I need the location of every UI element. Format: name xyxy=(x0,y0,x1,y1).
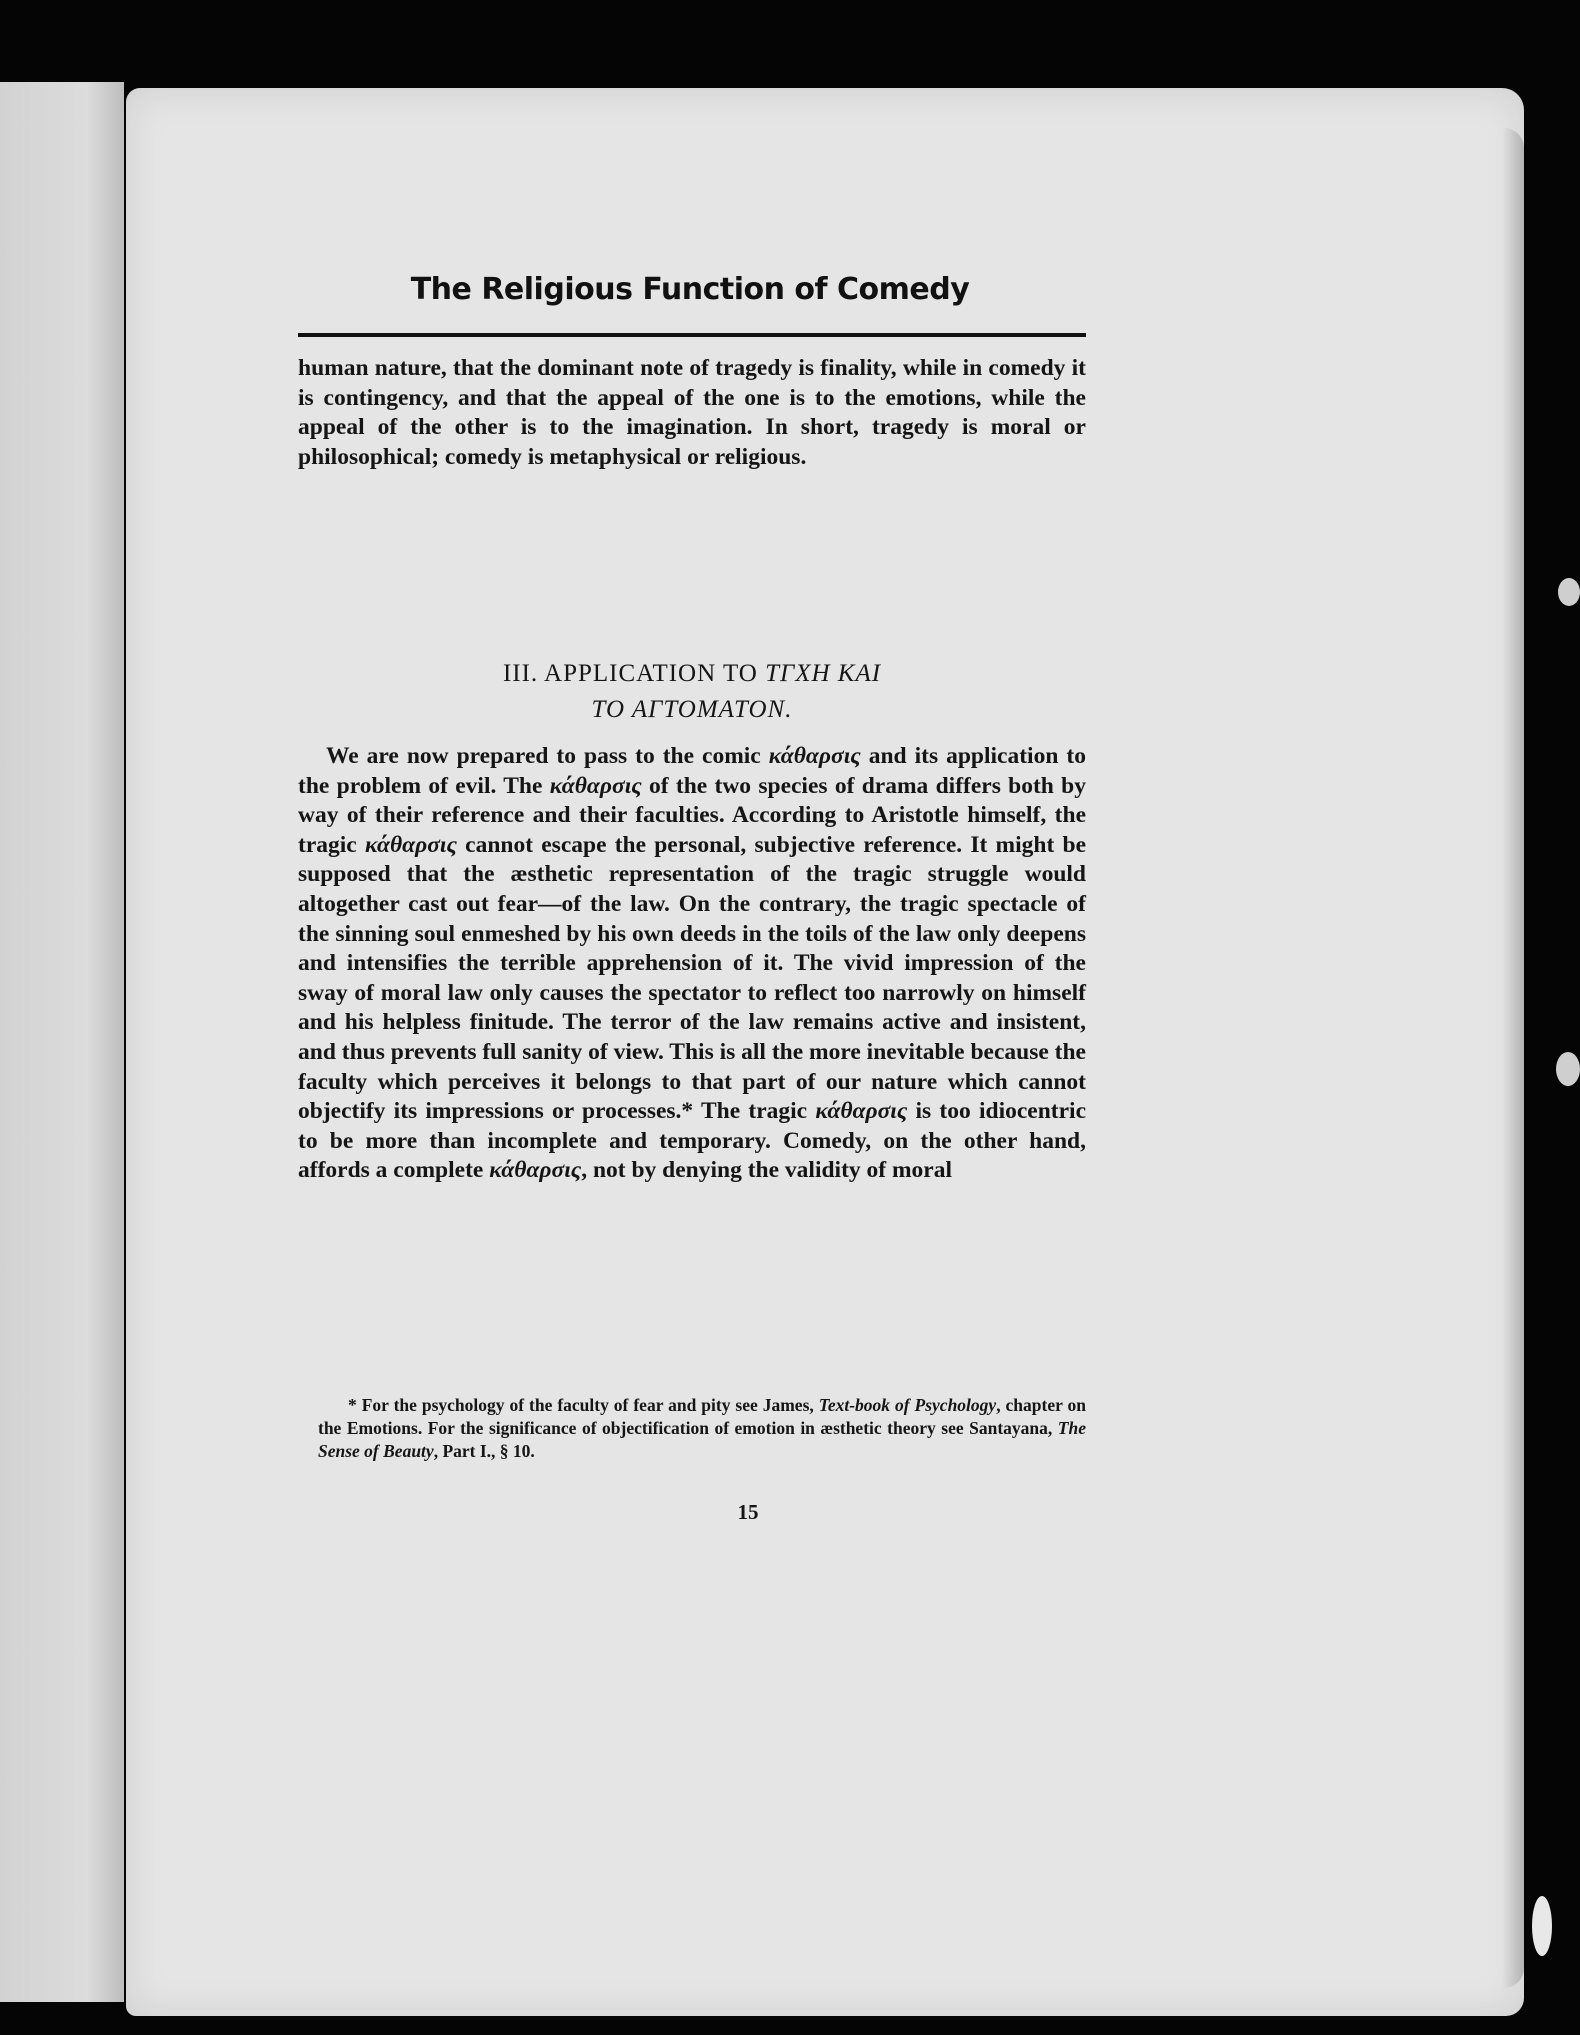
text-run: , not by denying the validity of moral xyxy=(581,1157,953,1184)
greek-word: κάθαρσις xyxy=(815,1098,908,1125)
footnote xyxy=(318,1394,1086,1463)
section-heading-prefix: III. APPLICATION TO xyxy=(502,660,766,687)
footnote-title: The Sense of Beauty xyxy=(318,1418,1086,1461)
section-heading xyxy=(298,656,1086,728)
section-heading-greek: TΓXH KAI xyxy=(765,660,882,687)
facing-page-edge xyxy=(0,82,124,2002)
greek-word: κάθαρσις xyxy=(489,1157,582,1184)
greek-word: κάθαρσις xyxy=(364,831,457,858)
greek-word: κάθαρσις xyxy=(768,743,861,769)
footnote-text: * For the psychology of the faculty of fear and pity see James, xyxy=(348,1395,819,1415)
footnote-title: Text-book of Psychology xyxy=(818,1395,997,1415)
page-number: 15 xyxy=(737,1500,759,1524)
paragraph-continued: human nature, that the dominant note of tragedy is finality, while in comedy it is contingency, and that the appeal of the one is to the emotions, while the appeal of the other is to the imagination. In short, tragedy is moral or philosophical; comedy is metaphysical or religious. xyxy=(298,355,1086,470)
text-run: cannot escape the personal, subjective reference. It might be supposed that the æsthetic representation of the tragic struggle would altogether cast out fear—of the law. On the contrary, the tragic spectacle of the sinning soul enmeshed by his own deeds in the toils of the law only deepens and intensifies the terrible apprehension of it. The vivid impression of the sway of moral law only causes the spectator to reflect too narrowly on himself and his helpless finitude. The terror of the law remains active and insistent, and thus prevents full sanity of view. This is all the more inevitable because the faculty which perceives it belongs to that part of our nature which cannot objectify its impressions or processes.* The tragic xyxy=(298,831,1087,1125)
text-run: is too idiocentric to be more than incomplete and temporary. Comedy, on the other hand, affords a complete xyxy=(298,1098,1086,1184)
main-paragraph xyxy=(298,742,1086,1186)
text-run: and its application to the problem of evil. The xyxy=(298,743,1086,799)
greek-word: κάθαρσις xyxy=(549,772,642,799)
scan-artifact xyxy=(1558,578,1580,606)
text-run: of the two species of drama differs both by way of their reference and their faculties. According to Aristotle himself, the tragic xyxy=(298,772,1086,858)
footnote-text: , Part I., § 10. xyxy=(433,1441,535,1461)
section-heading-line2: TO AΓTOMATON. xyxy=(591,696,793,723)
scan-artifact xyxy=(1532,1896,1552,1956)
text-run: We are now prepared to pass to the comic xyxy=(326,743,769,769)
running-head: The Religious Function of Comedy xyxy=(410,272,970,307)
page-edge-shadow xyxy=(1502,128,1524,1988)
scan-artifact xyxy=(1556,1052,1580,1086)
header-rule xyxy=(298,333,1086,337)
footnote-text: , chapter on the Emotions. For the significance of objectification of emotion in æsthetic theory see Santayana, xyxy=(318,1395,1087,1438)
